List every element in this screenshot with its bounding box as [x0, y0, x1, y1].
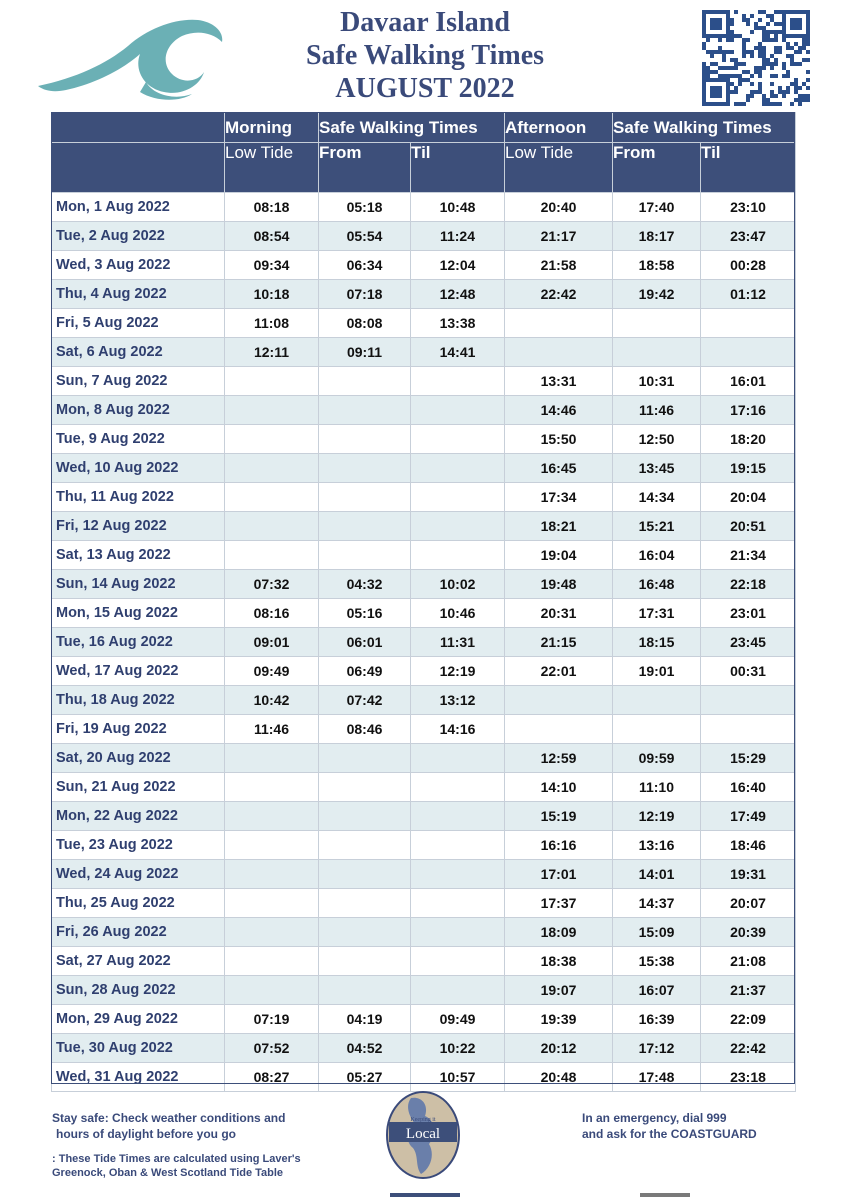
morning-til-cell: [411, 976, 505, 1005]
morning-from-cell: 09:11: [319, 338, 411, 367]
afternoon-from-cell: [613, 309, 701, 338]
header-til-afternoon: Til: [701, 143, 796, 193]
table-row: [52, 686, 796, 715]
header-morning: Morning: [225, 113, 319, 143]
afternoon-from-cell: 16:07: [613, 976, 701, 1005]
morning-til-cell: [411, 425, 505, 454]
table-row: [52, 860, 796, 889]
morning-low-tide-cell: [225, 367, 319, 396]
morning-til-cell: 14:41: [411, 338, 505, 367]
afternoon-low-tide-cell: 19:07: [505, 976, 613, 1005]
afternoon-til-cell: 18:46: [701, 831, 796, 860]
afternoon-low-tide-cell: 18:38: [505, 947, 613, 976]
afternoon-from-cell: 17:12: [613, 1034, 701, 1063]
afternoon-low-tide-cell: 19:48: [505, 570, 613, 599]
header-afternoon: Afternoon: [505, 113, 613, 143]
tide-source-line2: Greenock, Oban & West Scotland Tide Table: [52, 1167, 284, 1179]
afternoon-til-cell: 19:15: [701, 454, 796, 483]
afternoon-til-cell: 23:47: [701, 222, 796, 251]
table-row: [52, 657, 796, 686]
afternoon-til-cell: 21:34: [701, 541, 796, 570]
date-cell: Wed, 31 Aug 2022: [52, 1063, 225, 1092]
afternoon-from-cell: 19:01: [613, 657, 701, 686]
afternoon-from-cell: 15:38: [613, 947, 701, 976]
morning-from-cell: 05:18: [319, 193, 411, 222]
title-line-times: Safe Walking Times: [305, 40, 545, 71]
afternoon-til-cell: 20:07: [701, 889, 796, 918]
table-row: [52, 570, 796, 599]
header-safe-walking-afternoon: Safe Walking Times: [613, 113, 796, 143]
afternoon-til-cell: 21:37: [701, 976, 796, 1005]
morning-til-cell: 10:02: [411, 570, 505, 599]
morning-til-cell: 11:24: [411, 222, 505, 251]
morning-til-cell: [411, 947, 505, 976]
date-cell: Tue, 9 Aug 2022: [52, 425, 225, 454]
title-line-month: AUGUST 2022: [335, 73, 515, 104]
afternoon-til-cell: 20:51: [701, 512, 796, 541]
afternoon-low-tide-cell: 12:59: [505, 744, 613, 773]
morning-low-tide-cell: 10:42: [225, 686, 319, 715]
date-cell: Thu, 25 Aug 2022: [52, 889, 225, 918]
morning-from-cell: [319, 454, 411, 483]
afternoon-low-tide-cell: 15:19: [505, 802, 613, 831]
afternoon-til-cell: 16:01: [701, 367, 796, 396]
date-cell: Tue, 16 Aug 2022: [52, 628, 225, 657]
afternoon-from-cell: 16:39: [613, 1005, 701, 1034]
afternoon-from-cell: 09:59: [613, 744, 701, 773]
morning-from-cell: [319, 396, 411, 425]
afternoon-til-cell: 22:18: [701, 570, 796, 599]
afternoon-from-cell: 19:42: [613, 280, 701, 309]
morning-til-cell: 12:04: [411, 251, 505, 280]
morning-from-cell: [319, 831, 411, 860]
date-cell: Sun, 28 Aug 2022: [52, 976, 225, 1005]
page-title: [230, 6, 620, 105]
date-cell: Mon, 8 Aug 2022: [52, 396, 225, 425]
date-cell: Thu, 18 Aug 2022: [52, 686, 225, 715]
morning-from-cell: [319, 918, 411, 947]
morning-low-tide-cell: [225, 889, 319, 918]
table-row: [52, 1063, 796, 1092]
afternoon-from-cell: 15:21: [613, 512, 701, 541]
afternoon-from-cell: [613, 338, 701, 367]
afternoon-from-cell: 17:48: [613, 1063, 701, 1092]
afternoon-til-cell: 18:20: [701, 425, 796, 454]
page-edge-mark-right: [640, 1193, 690, 1197]
afternoon-low-tide-cell: 17:34: [505, 483, 613, 512]
morning-til-cell: [411, 367, 505, 396]
morning-til-cell: 13:12: [411, 686, 505, 715]
morning-til-cell: [411, 454, 505, 483]
morning-from-cell: 06:01: [319, 628, 411, 657]
afternoon-low-tide-cell: 17:37: [505, 889, 613, 918]
afternoon-from-cell: 15:09: [613, 918, 701, 947]
date-cell: Sat, 27 Aug 2022: [52, 947, 225, 976]
morning-from-cell: 04:19: [319, 1005, 411, 1034]
table-row: [52, 802, 796, 831]
date-cell: Wed, 10 Aug 2022: [52, 454, 225, 483]
morning-from-cell: [319, 483, 411, 512]
morning-low-tide-cell: 08:16: [225, 599, 319, 628]
morning-til-cell: 14:16: [411, 715, 505, 744]
afternoon-from-cell: 13:16: [613, 831, 701, 860]
date-cell: Mon, 1 Aug 2022: [52, 193, 225, 222]
afternoon-til-cell: 21:08: [701, 947, 796, 976]
emblem-text: Local: [405, 1126, 441, 1142]
date-cell: Sat, 20 Aug 2022: [52, 744, 225, 773]
morning-til-cell: 10:46: [411, 599, 505, 628]
morning-from-cell: [319, 976, 411, 1005]
header-blank: [52, 113, 225, 143]
table-row: [52, 947, 796, 976]
morning-from-cell: [319, 541, 411, 570]
morning-from-cell: 07:18: [319, 280, 411, 309]
morning-til-cell: [411, 773, 505, 802]
afternoon-from-cell: 12:19: [613, 802, 701, 831]
table-row: [52, 831, 796, 860]
afternoon-from-cell: 18:17: [613, 222, 701, 251]
morning-low-tide-cell: 09:01: [225, 628, 319, 657]
morning-til-cell: 11:31: [411, 628, 505, 657]
afternoon-from-cell: 14:01: [613, 860, 701, 889]
afternoon-til-cell: 22:42: [701, 1034, 796, 1063]
afternoon-til-cell: 00:28: [701, 251, 796, 280]
afternoon-low-tide-cell: 21:58: [505, 251, 613, 280]
table-row: [52, 396, 796, 425]
afternoon-from-cell: 18:58: [613, 251, 701, 280]
morning-from-cell: [319, 367, 411, 396]
morning-low-tide-cell: [225, 976, 319, 1005]
date-cell: Sat, 6 Aug 2022: [52, 338, 225, 367]
safety-advice: [52, 1110, 285, 1142]
date-cell: Tue, 2 Aug 2022: [52, 222, 225, 251]
table-row: [52, 918, 796, 947]
afternoon-til-cell: 19:31: [701, 860, 796, 889]
afternoon-til-cell: [701, 338, 796, 367]
keeping-it-local-emblem-icon: [385, 1090, 461, 1180]
afternoon-from-cell: 16:04: [613, 541, 701, 570]
morning-til-cell: 13:38: [411, 309, 505, 338]
safety-advice-line2: hours of daylight before you go: [56, 1127, 236, 1141]
morning-from-cell: 04:32: [319, 570, 411, 599]
morning-low-tide-cell: 11:08: [225, 309, 319, 338]
date-cell: Sun, 7 Aug 2022: [52, 367, 225, 396]
table-row: [52, 889, 796, 918]
afternoon-low-tide-cell: 19:04: [505, 541, 613, 570]
date-cell: Sun, 14 Aug 2022: [52, 570, 225, 599]
table-row: [52, 425, 796, 454]
date-cell: Fri, 19 Aug 2022: [52, 715, 225, 744]
table-row: [52, 715, 796, 744]
date-cell: Mon, 22 Aug 2022: [52, 802, 225, 831]
afternoon-low-tide-cell: 20:31: [505, 599, 613, 628]
morning-til-cell: [411, 396, 505, 425]
emergency-info: [582, 1110, 757, 1142]
afternoon-low-tide-cell: 16:45: [505, 454, 613, 483]
morning-til-cell: 09:49: [411, 1005, 505, 1034]
date-cell: Thu, 11 Aug 2022: [52, 483, 225, 512]
date-cell: Wed, 24 Aug 2022: [52, 860, 225, 889]
header-low-tide-afternoon: Low Tide: [505, 143, 613, 193]
table-row: [52, 193, 796, 222]
table-row: [52, 309, 796, 338]
header-from-afternoon: From: [613, 143, 701, 193]
afternoon-til-cell: 16:40: [701, 773, 796, 802]
afternoon-low-tide-cell: 14:46: [505, 396, 613, 425]
morning-from-cell: [319, 889, 411, 918]
morning-from-cell: 08:08: [319, 309, 411, 338]
table-row: [52, 1005, 796, 1034]
afternoon-til-cell: 22:09: [701, 1005, 796, 1034]
date-cell: Sat, 13 Aug 2022: [52, 541, 225, 570]
afternoon-til-cell: 23:45: [701, 628, 796, 657]
table-row: [52, 280, 796, 309]
table-row: [52, 454, 796, 483]
afternoon-from-cell: [613, 715, 701, 744]
header-safe-walking-morning: Safe Walking Times: [319, 113, 505, 143]
table-row: [52, 222, 796, 251]
morning-from-cell: [319, 512, 411, 541]
afternoon-low-tide-cell: [505, 309, 613, 338]
morning-til-cell: 10:48: [411, 193, 505, 222]
morning-til-cell: [411, 889, 505, 918]
afternoon-from-cell: 12:50: [613, 425, 701, 454]
morning-low-tide-cell: [225, 831, 319, 860]
morning-low-tide-cell: 07:19: [225, 1005, 319, 1034]
afternoon-til-cell: 01:12: [701, 280, 796, 309]
table-row: [52, 628, 796, 657]
morning-til-cell: [411, 541, 505, 570]
morning-from-cell: [319, 860, 411, 889]
afternoon-low-tide-cell: 20:12: [505, 1034, 613, 1063]
morning-til-cell: [411, 831, 505, 860]
morning-from-cell: [319, 773, 411, 802]
morning-low-tide-cell: [225, 744, 319, 773]
morning-til-cell: 10:57: [411, 1063, 505, 1092]
morning-low-tide-cell: 08:27: [225, 1063, 319, 1092]
morning-from-cell: 05:16: [319, 599, 411, 628]
table-header-row-periods: [52, 113, 796, 143]
wave-icon: [36, 12, 226, 102]
table-row: [52, 338, 796, 367]
table-row: [52, 483, 796, 512]
header-date-blank: [52, 143, 225, 193]
afternoon-low-tide-cell: [505, 715, 613, 744]
morning-from-cell: 05:27: [319, 1063, 411, 1092]
morning-low-tide-cell: [225, 454, 319, 483]
afternoon-til-cell: 15:29: [701, 744, 796, 773]
table-header-row-columns: [52, 143, 796, 193]
header-til-morning: Til: [411, 143, 505, 193]
morning-til-cell: 12:19: [411, 657, 505, 686]
date-cell: Wed, 3 Aug 2022: [52, 251, 225, 280]
morning-from-cell: 06:34: [319, 251, 411, 280]
afternoon-from-cell: [613, 686, 701, 715]
table-row: [52, 599, 796, 628]
morning-from-cell: 08:46: [319, 715, 411, 744]
morning-low-tide-cell: [225, 512, 319, 541]
morning-til-cell: [411, 860, 505, 889]
afternoon-from-cell: 13:45: [613, 454, 701, 483]
emergency-line2: and ask for the COASTGUARD: [582, 1127, 757, 1141]
title-line-island: Davaar Island: [340, 7, 510, 38]
morning-til-cell: [411, 802, 505, 831]
morning-low-tide-cell: 11:46: [225, 715, 319, 744]
emblem-small-text: Keeping it: [410, 1117, 436, 1123]
afternoon-til-cell: 17:49: [701, 802, 796, 831]
morning-low-tide-cell: 09:34: [225, 251, 319, 280]
afternoon-til-cell: 20:04: [701, 483, 796, 512]
morning-low-tide-cell: [225, 425, 319, 454]
morning-low-tide-cell: [225, 773, 319, 802]
afternoon-from-cell: 10:31: [613, 367, 701, 396]
date-cell: Mon, 15 Aug 2022: [52, 599, 225, 628]
morning-low-tide-cell: [225, 947, 319, 976]
morning-til-cell: [411, 744, 505, 773]
afternoon-til-cell: 00:31: [701, 657, 796, 686]
morning-til-cell: [411, 918, 505, 947]
morning-low-tide-cell: [225, 802, 319, 831]
date-cell: Fri, 5 Aug 2022: [52, 309, 225, 338]
afternoon-low-tide-cell: 22:42: [505, 280, 613, 309]
afternoon-low-tide-cell: 20:48: [505, 1063, 613, 1092]
emergency-line1: In an emergency, dial 999: [582, 1111, 727, 1125]
afternoon-low-tide-cell: 15:50: [505, 425, 613, 454]
morning-from-cell: [319, 802, 411, 831]
morning-low-tide-cell: [225, 860, 319, 889]
morning-low-tide-cell: 12:11: [225, 338, 319, 367]
afternoon-til-cell: 23:10: [701, 193, 796, 222]
morning-low-tide-cell: 08:18: [225, 193, 319, 222]
table-row: [52, 773, 796, 802]
afternoon-low-tide-cell: [505, 686, 613, 715]
morning-til-cell: 12:48: [411, 280, 505, 309]
morning-low-tide-cell: [225, 918, 319, 947]
header-low-tide-morning: Low Tide: [225, 143, 319, 193]
morning-low-tide-cell: [225, 396, 319, 425]
date-cell: Sun, 21 Aug 2022: [52, 773, 225, 802]
date-cell: Thu, 4 Aug 2022: [52, 280, 225, 309]
date-cell: Mon, 29 Aug 2022: [52, 1005, 225, 1034]
afternoon-low-tide-cell: 16:16: [505, 831, 613, 860]
morning-low-tide-cell: 07:52: [225, 1034, 319, 1063]
morning-from-cell: 06:49: [319, 657, 411, 686]
table-row: [52, 251, 796, 280]
afternoon-low-tide-cell: 14:10: [505, 773, 613, 802]
afternoon-from-cell: 17:31: [613, 599, 701, 628]
afternoon-low-tide-cell: 13:31: [505, 367, 613, 396]
morning-til-cell: [411, 512, 505, 541]
morning-til-cell: [411, 483, 505, 512]
date-cell: Tue, 23 Aug 2022: [52, 831, 225, 860]
morning-from-cell: [319, 425, 411, 454]
morning-from-cell: 07:42: [319, 686, 411, 715]
afternoon-low-tide-cell: 20:40: [505, 193, 613, 222]
table-row: [52, 744, 796, 773]
afternoon-from-cell: 14:37: [613, 889, 701, 918]
afternoon-low-tide-cell: 22:01: [505, 657, 613, 686]
afternoon-til-cell: [701, 309, 796, 338]
date-cell: Fri, 12 Aug 2022: [52, 512, 225, 541]
morning-from-cell: [319, 744, 411, 773]
date-cell: Fri, 26 Aug 2022: [52, 918, 225, 947]
morning-low-tide-cell: 09:49: [225, 657, 319, 686]
walking-times-table: [51, 112, 796, 1092]
morning-low-tide-cell: [225, 541, 319, 570]
date-cell: Wed, 17 Aug 2022: [52, 657, 225, 686]
morning-til-cell: 10:22: [411, 1034, 505, 1063]
morning-low-tide-cell: [225, 483, 319, 512]
afternoon-low-tide-cell: 21:15: [505, 628, 613, 657]
afternoon-from-cell: 14:34: [613, 483, 701, 512]
afternoon-from-cell: 17:40: [613, 193, 701, 222]
afternoon-from-cell: 18:15: [613, 628, 701, 657]
qr-code-icon: [702, 10, 810, 106]
table-row: [52, 367, 796, 396]
afternoon-til-cell: [701, 686, 796, 715]
afternoon-low-tide-cell: 19:39: [505, 1005, 613, 1034]
table-row: [52, 541, 796, 570]
afternoon-low-tide-cell: 18:09: [505, 918, 613, 947]
afternoon-from-cell: 16:48: [613, 570, 701, 599]
afternoon-til-cell: 23:01: [701, 599, 796, 628]
table-row: [52, 1034, 796, 1063]
afternoon-from-cell: 11:46: [613, 396, 701, 425]
page-edge-mark-left: [390, 1193, 460, 1197]
afternoon-from-cell: 11:10: [613, 773, 701, 802]
afternoon-low-tide-cell: 21:17: [505, 222, 613, 251]
afternoon-til-cell: 17:16: [701, 396, 796, 425]
table-row: [52, 512, 796, 541]
afternoon-til-cell: 20:39: [701, 918, 796, 947]
table-row: [52, 976, 796, 1005]
tide-source-note: [52, 1152, 301, 1180]
date-cell: Tue, 30 Aug 2022: [52, 1034, 225, 1063]
morning-from-cell: 04:52: [319, 1034, 411, 1063]
morning-low-tide-cell: 07:32: [225, 570, 319, 599]
afternoon-til-cell: 23:18: [701, 1063, 796, 1092]
morning-from-cell: [319, 947, 411, 976]
header-from-morning: From: [319, 143, 411, 193]
morning-low-tide-cell: 10:18: [225, 280, 319, 309]
afternoon-low-tide-cell: 17:01: [505, 860, 613, 889]
morning-low-tide-cell: 08:54: [225, 222, 319, 251]
morning-from-cell: 05:54: [319, 222, 411, 251]
safety-advice-line1: Stay safe: Check weather conditions and: [52, 1111, 286, 1125]
tide-source-line1: : These Tide Times are calculated using Laver's: [52, 1153, 301, 1165]
afternoon-low-tide-cell: 18:21: [505, 512, 613, 541]
afternoon-til-cell: [701, 715, 796, 744]
afternoon-low-tide-cell: [505, 338, 613, 367]
